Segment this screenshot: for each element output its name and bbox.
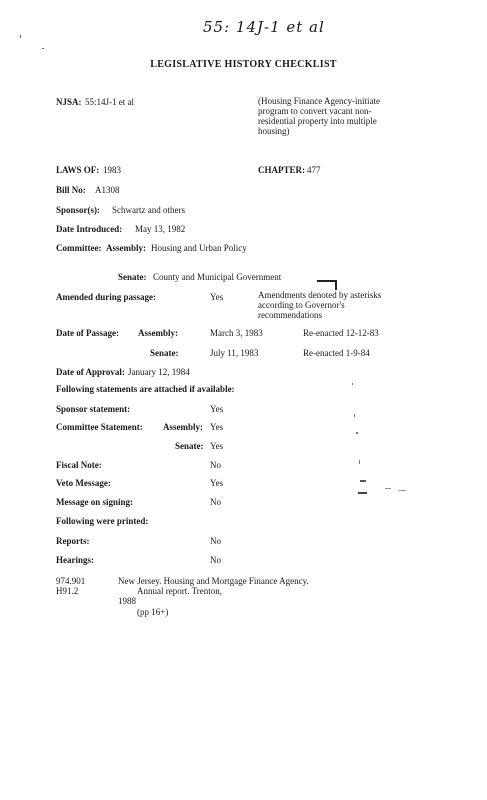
committee-statement-assembly-value: Yes	[210, 422, 224, 432]
reports-value: No	[210, 536, 221, 546]
committee-label: Committee:	[56, 243, 102, 253]
scan-speck	[352, 383, 353, 385]
sponsors-label: Sponsor(s):	[56, 205, 101, 215]
bill-description: (Housing Finance Agency-initiate program to convert vacant non-residential property into multiple housing)	[258, 96, 380, 136]
message-on-signing-label: Message on signing:	[56, 497, 134, 507]
committee-assembly-label: Assembly:	[106, 243, 146, 253]
printed-heading: Following were printed:	[56, 516, 149, 526]
amended-label: Amended during passage:	[56, 292, 157, 302]
scan-speck	[385, 488, 391, 489]
passage-assembly-date: March 3, 1983	[210, 328, 263, 338]
handwritten-bracket-stem	[335, 280, 337, 290]
message-on-signing-value: No	[210, 497, 221, 507]
attached-heading: Following statements are attached if available:	[56, 384, 235, 394]
passage-label: Date of Passage:	[56, 328, 119, 338]
bill-no-value: A1308	[95, 185, 120, 195]
scan-speck	[398, 490, 406, 491]
committee-statement-senate-label: Senate:	[175, 441, 204, 451]
committee-senate-value: County and Municipal Government	[153, 272, 282, 282]
committee-assembly-value: Housing and Urban Policy	[151, 243, 247, 253]
passage-assembly-reenacted: Re-enacted 12-12-83	[303, 328, 379, 338]
chapter-label: CHAPTER:	[258, 165, 305, 175]
catalog-pages: (pp 16+)	[137, 607, 169, 617]
catalog-call-number-2: H91.2	[56, 586, 79, 596]
scan-speck	[359, 460, 360, 464]
reports-label: Reports:	[56, 536, 90, 546]
fiscal-note-label: Fiscal Note:	[56, 460, 102, 470]
date-introduced-label: Date Introduced:	[56, 224, 123, 234]
catalog-call-number-1: 974.901	[56, 576, 86, 586]
scan-speck	[356, 432, 358, 434]
sponsors-value: Schwartz and others	[112, 205, 185, 215]
committee-senate-label: Senate:	[118, 272, 147, 282]
bill-no-label: Bill No:	[56, 185, 86, 195]
passage-senate-date: July 11, 1983	[210, 348, 259, 358]
passage-assembly-label: Assembly:	[138, 328, 178, 338]
hearings-label: Hearings:	[56, 555, 94, 565]
committee-statement-senate-value: Yes	[210, 441, 224, 451]
fiscal-note-value: No	[210, 460, 221, 470]
handwritten-bracket-mark	[317, 280, 337, 282]
approval-label: Date of Approval:	[56, 367, 125, 377]
committee-statement-label: Committee Statement:	[56, 422, 143, 432]
catalog-year: 1988	[118, 596, 136, 606]
page-title: LEGISLATIVE HISTORY CHECKLIST	[150, 59, 337, 70]
passage-senate-reenacted: Re-enacted 1-9-84	[303, 348, 370, 358]
handwritten-header: 55: 14J-1 et al	[203, 18, 325, 36]
passage-senate-label: Senate:	[150, 348, 179, 358]
scan-speck	[42, 48, 44, 49]
date-introduced-value: May 13, 1982	[135, 224, 186, 234]
scan-speck	[358, 492, 367, 494]
scan-speck	[360, 480, 366, 482]
amended-note: Amendments denoted by asterisks according to Governor's recommendations	[258, 290, 382, 320]
catalog-line-1: New Jersey. Housing and Mortgage Finance Agency.	[118, 576, 309, 586]
committee-statement-assembly-label: Assembly:	[163, 422, 203, 432]
veto-message-value: Yes	[210, 478, 224, 488]
chapter-value: 477	[307, 165, 321, 175]
laws-of-value: 1983	[103, 165, 121, 175]
laws-of-label: LAWS OF:	[56, 165, 100, 175]
njsa-label: NJSA:	[56, 97, 82, 107]
sponsor-statement-value: Yes	[210, 404, 224, 414]
scan-speck	[354, 414, 355, 417]
njsa-value: 55:14J-1 et al	[85, 97, 134, 107]
amended-value: Yes	[210, 292, 224, 302]
approval-value: January 12, 1984	[128, 367, 190, 377]
veto-message-label: Veto Message:	[56, 478, 111, 488]
sponsor-statement-label: Sponsor statement:	[56, 404, 131, 414]
hearings-value: No	[210, 555, 221, 565]
catalog-line-2: Annual report. Trenton,	[137, 586, 222, 596]
scan-speck	[20, 35, 21, 38]
